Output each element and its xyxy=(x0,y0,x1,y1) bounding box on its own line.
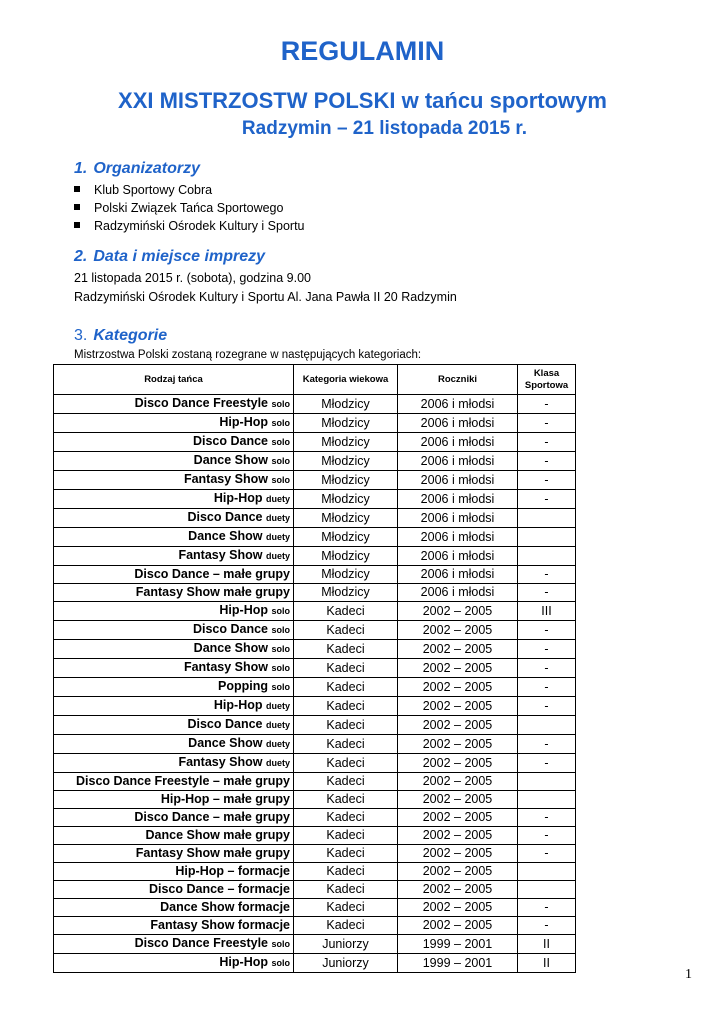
cell-years: 1999 – 2001 xyxy=(398,954,518,973)
dance-format: solo xyxy=(271,437,290,447)
cell-age-category: Młodzicy xyxy=(294,547,398,566)
cell-sport-class: II xyxy=(518,954,576,973)
dance-name: Disco Dance Freestyle xyxy=(134,936,268,950)
table-row xyxy=(54,791,576,809)
table-row xyxy=(54,452,576,471)
cell-sport-class: - xyxy=(518,754,576,773)
dance-format: solo xyxy=(271,625,290,635)
table-row xyxy=(54,917,576,935)
dance-format: solo xyxy=(271,456,290,466)
cell-dance-type xyxy=(54,678,294,697)
table-row xyxy=(54,659,576,678)
cell-dance-type xyxy=(54,917,294,935)
cell-age-category: Kadeci xyxy=(294,716,398,735)
table-row xyxy=(54,395,576,414)
dance-name: Disco Dance xyxy=(187,510,263,524)
cell-dance-type xyxy=(54,471,294,490)
cell-sport-class: - xyxy=(518,414,576,433)
table-row xyxy=(54,954,576,973)
cell-dance-type xyxy=(54,640,294,659)
categories-table xyxy=(53,364,576,973)
cell-years: 2002 – 2005 xyxy=(398,827,518,845)
dance-format: solo xyxy=(271,606,290,616)
header-years: Roczniki xyxy=(398,365,518,395)
cell-dance-type xyxy=(54,735,294,754)
dance-format: duety xyxy=(265,551,290,561)
table-row xyxy=(54,528,576,547)
cell-years: 2002 – 2005 xyxy=(398,697,518,716)
dance-format: solo xyxy=(271,939,290,949)
event-place-date: Radzymin – 21 listopada 2015 r. xyxy=(241,118,528,139)
dance-format: solo xyxy=(271,418,290,428)
cell-sport-class: - xyxy=(518,917,576,935)
dance-name: Dance Show xyxy=(193,641,268,655)
cell-years: 2006 i młodsi xyxy=(398,528,518,547)
table-row xyxy=(54,602,576,621)
cell-sport-class: - xyxy=(518,452,576,471)
cell-years: 2002 – 2005 xyxy=(398,791,518,809)
table-row xyxy=(54,547,576,566)
table-row xyxy=(54,566,576,584)
cell-sport-class: - xyxy=(518,621,576,640)
cell-years: 2002 – 2005 xyxy=(398,678,518,697)
cell-dance-type xyxy=(54,809,294,827)
dance-format: duety xyxy=(265,758,290,768)
cell-dance-type xyxy=(54,602,294,621)
cell-years: 2006 i młodsi xyxy=(398,433,518,452)
cell-age-category: Juniorzy xyxy=(294,954,398,973)
cell-years: 1999 – 2001 xyxy=(398,935,518,954)
table-row xyxy=(54,809,576,827)
dance-name: Dance Show małe grupy xyxy=(145,828,290,842)
categories-intro: Mistrzostwa Polski zostaną rozegrane w następujących kategoriach: xyxy=(74,349,422,361)
section-3-title: Kategorie xyxy=(93,327,168,344)
cell-age-category: Młodzicy xyxy=(294,490,398,509)
cell-age-category: Kadeci xyxy=(294,773,398,791)
cell-dance-type xyxy=(54,414,294,433)
cell-dance-type xyxy=(54,395,294,414)
cell-sport-class xyxy=(518,716,576,735)
cell-sport-class: - xyxy=(518,584,576,602)
dance-format: solo xyxy=(271,663,290,673)
cell-dance-type xyxy=(54,827,294,845)
cell-dance-type xyxy=(54,935,294,954)
cell-years: 2006 i młodsi xyxy=(398,509,518,528)
dance-name: Hip-Hop xyxy=(213,698,263,712)
table-row xyxy=(54,584,576,602)
cell-dance-type xyxy=(54,716,294,735)
table-row xyxy=(54,678,576,697)
cell-years: 2006 i młodsi xyxy=(398,547,518,566)
header-age-category: Kategoria wiekowa xyxy=(294,365,398,395)
dance-name: Fantasy Show xyxy=(178,548,263,562)
header-sport-class: Klasa Sportowa xyxy=(518,365,576,395)
table-row xyxy=(54,754,576,773)
cell-sport-class: - xyxy=(518,395,576,414)
cell-sport-class: - xyxy=(518,845,576,863)
cell-sport-class: - xyxy=(518,566,576,584)
cell-sport-class xyxy=(518,773,576,791)
event-address-line: Radzymiński Ośrodek Kultury i Sportu Al. Jana Pawła II 20 Radzymin xyxy=(74,290,457,304)
cell-dance-type xyxy=(54,433,294,452)
table-row xyxy=(54,414,576,433)
cell-years: 2006 i młodsi xyxy=(398,452,518,471)
cell-years: 2006 i młodsi xyxy=(398,566,518,584)
table-row xyxy=(54,935,576,954)
cell-years: 2002 – 2005 xyxy=(398,917,518,935)
dance-name: Hip-Hop – formacje xyxy=(175,864,290,878)
dance-format: duety xyxy=(265,720,290,730)
table-row xyxy=(54,773,576,791)
cell-years: 2002 – 2005 xyxy=(398,881,518,899)
cell-sport-class: II xyxy=(518,935,576,954)
dance-name: Dance Show xyxy=(188,736,263,750)
section-1-number: 1. xyxy=(74,160,88,177)
cell-age-category: Kadeci xyxy=(294,791,398,809)
cell-age-category: Kadeci xyxy=(294,735,398,754)
cell-age-category: Juniorzy xyxy=(294,935,398,954)
cell-age-category: Kadeci xyxy=(294,659,398,678)
dance-name: Popping xyxy=(218,679,268,693)
table-row xyxy=(54,881,576,899)
section-3-number: 3. xyxy=(74,327,88,344)
dance-name: Disco Dance Freestyle xyxy=(134,396,268,410)
list-item xyxy=(74,181,305,199)
dance-name: Hip-Hop xyxy=(219,603,268,617)
dance-name: Fantasy Show małe grupy xyxy=(135,585,290,599)
cell-age-category: Młodzicy xyxy=(294,395,398,414)
cell-years: 2002 – 2005 xyxy=(398,809,518,827)
list-item xyxy=(74,217,305,235)
cell-dance-type xyxy=(54,509,294,528)
organizer-name: Polski Związek Tańca Sportowego xyxy=(94,201,284,215)
cell-dance-type xyxy=(54,845,294,863)
cell-dance-type xyxy=(54,452,294,471)
square-bullet-icon xyxy=(74,186,80,192)
cell-sport-class: - xyxy=(518,433,576,452)
table-body xyxy=(54,395,576,973)
section-1-title: Organizatorzy xyxy=(93,160,201,177)
cell-dance-type xyxy=(54,954,294,973)
dance-name: Fantasy Show formacje xyxy=(150,918,290,932)
dance-name: Disco Dance xyxy=(192,622,268,636)
section-2-heading xyxy=(74,248,265,266)
dance-format: duety xyxy=(265,513,290,523)
cell-age-category: Kadeci xyxy=(294,899,398,917)
cell-years: 2002 – 2005 xyxy=(398,602,518,621)
dance-format: solo xyxy=(271,644,290,654)
table-header-row xyxy=(54,365,576,395)
dance-format: solo xyxy=(271,399,290,409)
section-2-number: 2. xyxy=(74,248,88,265)
dance-name: Dance Show xyxy=(193,453,268,467)
dance-name: Dance Show xyxy=(188,529,263,543)
section-1-heading xyxy=(74,160,200,178)
cell-age-category: Kadeci xyxy=(294,809,398,827)
cell-age-category: Kadeci xyxy=(294,678,398,697)
table-row xyxy=(54,490,576,509)
cell-sport-class xyxy=(518,509,576,528)
cell-dance-type xyxy=(54,791,294,809)
dance-name: Hip-Hop – małe grupy xyxy=(160,792,290,806)
cell-dance-type xyxy=(54,547,294,566)
cell-sport-class xyxy=(518,863,576,881)
cell-years: 2002 – 2005 xyxy=(398,621,518,640)
cell-age-category: Kadeci xyxy=(294,881,398,899)
section-2-title: Data i miejsce imprezy xyxy=(93,248,265,265)
cell-age-category: Kadeci xyxy=(294,754,398,773)
organizer-name: Radzymiński Ośrodek Kultury i Sportu xyxy=(94,219,305,233)
cell-dance-type xyxy=(54,881,294,899)
cell-dance-type xyxy=(54,773,294,791)
cell-years: 2006 i młodsi xyxy=(398,584,518,602)
cell-dance-type xyxy=(54,659,294,678)
table-row xyxy=(54,471,576,490)
section-3-heading xyxy=(74,327,167,345)
cell-dance-type xyxy=(54,621,294,640)
cell-age-category: Kadeci xyxy=(294,863,398,881)
cell-years: 2002 – 2005 xyxy=(398,640,518,659)
cell-sport-class: - xyxy=(518,735,576,754)
dance-format: duety xyxy=(265,494,290,504)
cell-years: 2002 – 2005 xyxy=(398,735,518,754)
cell-sport-class xyxy=(518,528,576,547)
cell-sport-class: - xyxy=(518,640,576,659)
cell-years: 2002 – 2005 xyxy=(398,716,518,735)
dance-name: Fantasy Show małe grupy xyxy=(135,846,290,860)
document-subtitle: XXI MISTRZOSTW POLSKI w tańcu sportowym xyxy=(118,88,607,113)
cell-age-category: Kadeci xyxy=(294,697,398,716)
table-row xyxy=(54,640,576,659)
table-row xyxy=(54,863,576,881)
dance-name: Disco Dance xyxy=(187,717,263,731)
dance-name: Hip-Hop xyxy=(219,955,268,969)
cell-age-category: Kadeci xyxy=(294,845,398,863)
header-dance-type: Rodzaj tańca xyxy=(54,365,294,395)
cell-age-category: Młodzicy xyxy=(294,433,398,452)
cell-years: 2006 i młodsi xyxy=(398,471,518,490)
cell-sport-class xyxy=(518,547,576,566)
table-row xyxy=(54,621,576,640)
dance-name: Hip-Hop xyxy=(213,491,263,505)
cell-sport-class: - xyxy=(518,697,576,716)
dance-format: solo xyxy=(271,682,290,692)
cell-dance-type xyxy=(54,863,294,881)
document-title: REGULAMIN xyxy=(280,36,445,66)
cell-dance-type xyxy=(54,584,294,602)
table-row xyxy=(54,697,576,716)
dance-format: duety xyxy=(265,701,290,711)
cell-dance-type xyxy=(54,899,294,917)
dance-format: duety xyxy=(265,739,290,749)
table-row xyxy=(54,827,576,845)
cell-age-category: Kadeci xyxy=(294,602,398,621)
cell-years: 2002 – 2005 xyxy=(398,899,518,917)
dance-name: Fantasy Show xyxy=(183,660,268,674)
cell-years: 2002 – 2005 xyxy=(398,845,518,863)
page-number: 1 xyxy=(685,967,692,982)
cell-age-category: Młodzicy xyxy=(294,528,398,547)
dance-format: duety xyxy=(265,532,290,542)
cell-age-category: Młodzicy xyxy=(294,471,398,490)
square-bullet-icon xyxy=(74,204,80,210)
dance-name: Fantasy Show xyxy=(178,755,263,769)
cell-years: 2002 – 2005 xyxy=(398,754,518,773)
cell-age-category: Młodzicy xyxy=(294,566,398,584)
cell-age-category: Kadeci xyxy=(294,640,398,659)
event-date-line: 21 listopada 2015 r. (sobota), godzina 9.00 xyxy=(74,271,311,285)
cell-age-category: Młodzicy xyxy=(294,414,398,433)
cell-sport-class xyxy=(518,881,576,899)
organizer-name: Klub Sportowy Cobra xyxy=(94,183,213,197)
list-item xyxy=(74,199,305,217)
cell-sport-class: III xyxy=(518,602,576,621)
dance-name: Disco Dance – formacje xyxy=(148,882,290,896)
cell-age-category: Młodzicy xyxy=(294,509,398,528)
cell-sport-class xyxy=(518,791,576,809)
cell-sport-class: - xyxy=(518,471,576,490)
dance-name: Hip-Hop xyxy=(219,415,268,429)
cell-age-category: Kadeci xyxy=(294,621,398,640)
cell-dance-type xyxy=(54,697,294,716)
dance-name: Fantasy Show xyxy=(183,472,268,486)
square-bullet-icon xyxy=(74,222,80,228)
cell-age-category: Kadeci xyxy=(294,917,398,935)
cell-dance-type xyxy=(54,528,294,547)
table-row xyxy=(54,509,576,528)
cell-sport-class: - xyxy=(518,827,576,845)
cell-sport-class: - xyxy=(518,899,576,917)
table-row xyxy=(54,899,576,917)
table-row xyxy=(54,716,576,735)
cell-years: 2006 i młodsi xyxy=(398,490,518,509)
cell-years: 2002 – 2005 xyxy=(398,659,518,678)
dance-format: solo xyxy=(271,475,290,485)
dance-name: Disco Dance Freestyle – małe grupy xyxy=(76,774,290,788)
cell-sport-class: - xyxy=(518,659,576,678)
dance-name: Dance Show formacje xyxy=(160,900,290,914)
table-row xyxy=(54,735,576,754)
cell-sport-class: - xyxy=(518,490,576,509)
organizers-list xyxy=(74,181,305,235)
cell-dance-type xyxy=(54,490,294,509)
dance-name: Disco Dance xyxy=(192,434,268,448)
cell-years: 2006 i młodsi xyxy=(398,414,518,433)
dance-name: Disco Dance – małe grupy xyxy=(134,567,290,581)
cell-years: 2002 – 2005 xyxy=(398,773,518,791)
dance-name: Disco Dance – małe grupy xyxy=(134,810,290,824)
cell-years: 2006 i młodsi xyxy=(398,395,518,414)
cell-dance-type xyxy=(54,566,294,584)
table-row xyxy=(54,845,576,863)
cell-age-category: Młodzicy xyxy=(294,452,398,471)
dance-format: solo xyxy=(271,958,290,968)
cell-age-category: Kadeci xyxy=(294,827,398,845)
cell-years: 2002 – 2005 xyxy=(398,863,518,881)
cell-dance-type xyxy=(54,754,294,773)
cell-sport-class: - xyxy=(518,809,576,827)
cell-sport-class: - xyxy=(518,678,576,697)
cell-age-category: Młodzicy xyxy=(294,584,398,602)
table-row xyxy=(54,433,576,452)
